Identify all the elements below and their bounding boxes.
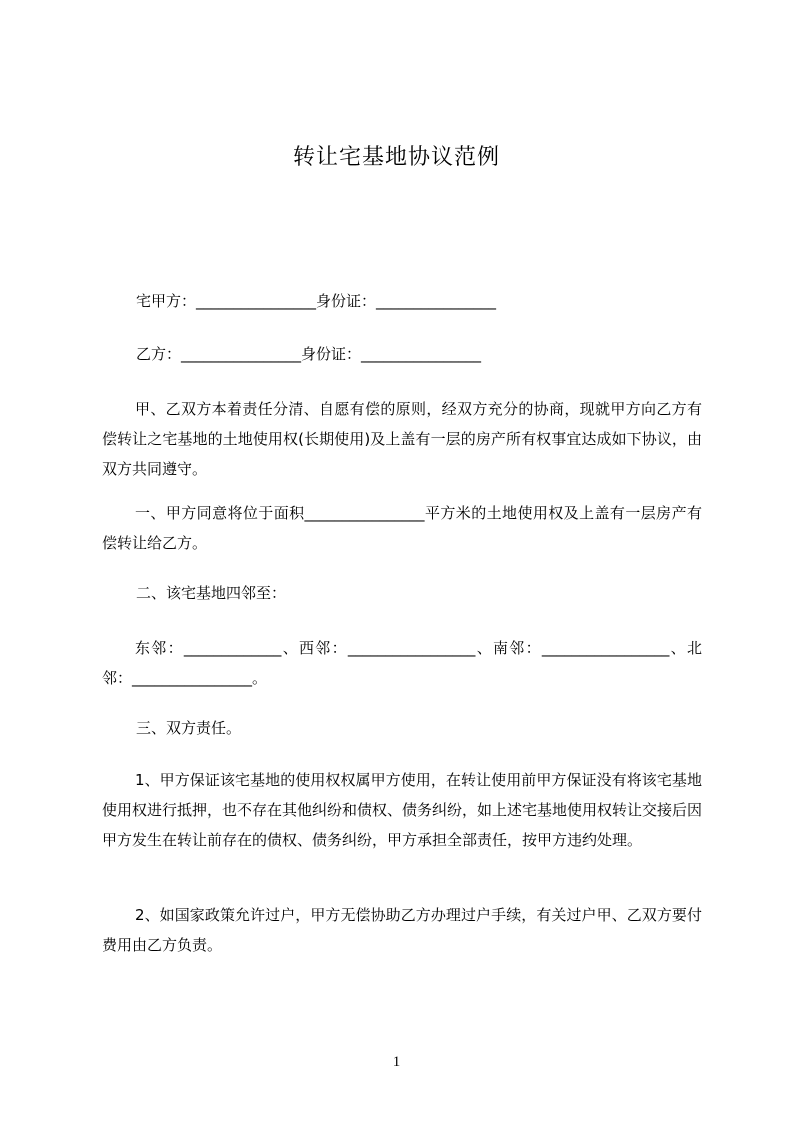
- intro-paragraph: 甲、乙双方本着责任分清、自愿有偿的原则，经双方充分的协商，现就甲方向乙方有偿转让之宅基地的土地使用权(长期使用)及上盖有一层的房产所有权事宜达成如下协议，由双方共同遵守。: [102, 400, 702, 478]
- clause-3-1-paragraph: 1、甲方保证该宅基地的使用权权属甲方使用，在转让使用前甲方保证没有将该宅基地使用权进行抵押，也不存在其他纠纷和债权、债务纠纷，如上述宅基地使用权转让交接后因甲方发生在转让前存在的债权、债务纠纷，甲方承担全部责任，按甲方违约处理。: [102, 771, 703, 849]
- clause-1-paragraph: 一、甲方同意将位于面积________________平方米的土地使用权及上盖有一层房产有偿转让给乙方。: [102, 504, 702, 552]
- clause-3-2-paragraph: 2、如国家政策允许过户，甲方无偿协助乙方办理过户手续，有关过户甲、乙双方要付费用由乙方负责。: [102, 906, 702, 954]
- party-a-line: 宅甲方：________________身份证：________________: [136, 292, 497, 310]
- page-number: 1: [392, 1054, 401, 1070]
- party-b-line: 乙方：________________身份证：________________: [136, 345, 482, 363]
- document-title: 转让宅基地协议范例: [292, 145, 500, 170]
- clause-2-heading: 二、该宅基地四邻至：: [136, 584, 287, 602]
- clause-3-heading: 三、双方责任。: [136, 719, 242, 737]
- neighbors-paragraph: 东邻：_____________、西邻：_________________、南邻：_________________、北邻：________________。: [102, 639, 702, 687]
